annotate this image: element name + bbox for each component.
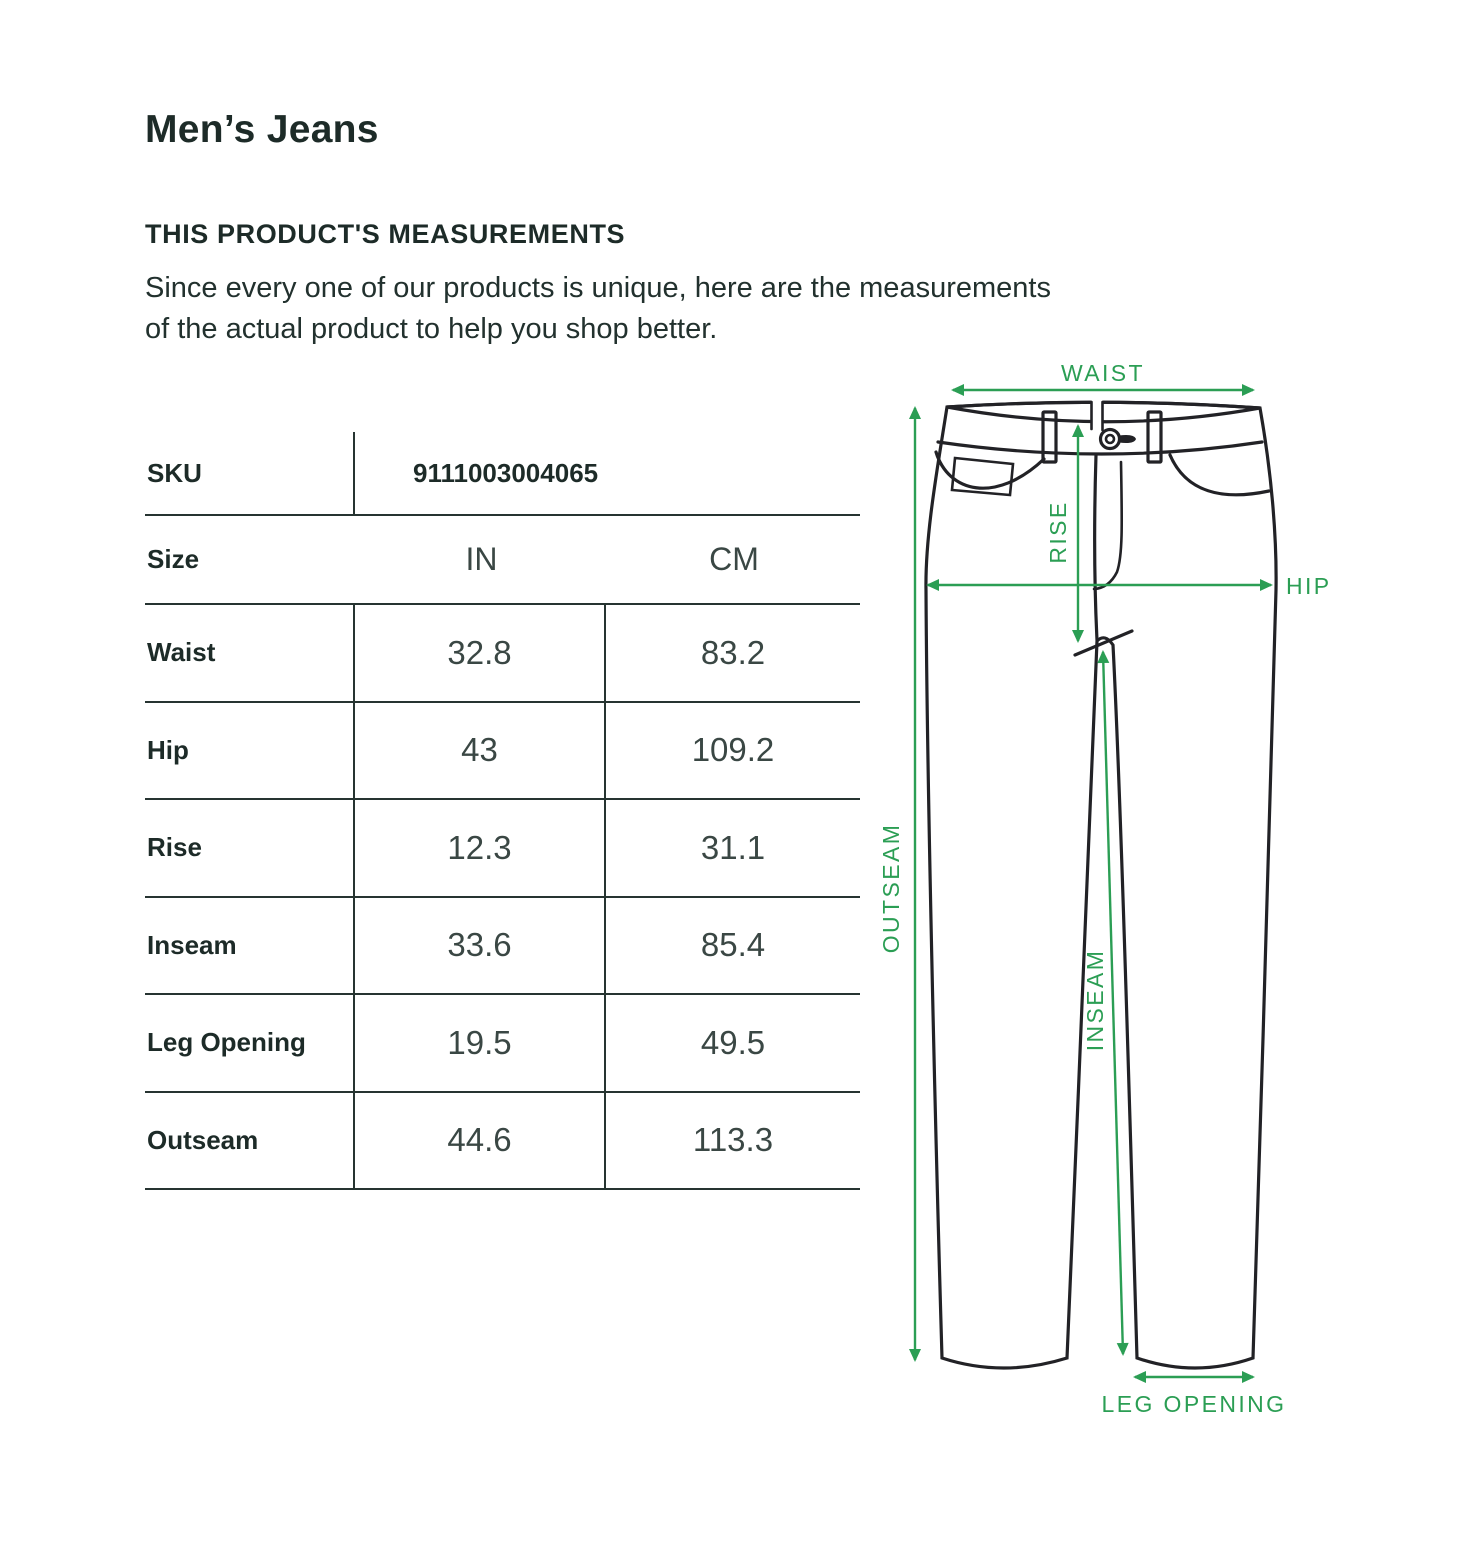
row-label: Rise [145,800,355,896]
unit-header-in: IN [465,541,498,577]
value-in: 12.3 [355,800,606,896]
jeans-body-outline [926,402,1276,1368]
row-label: Waist [145,605,355,701]
description-line-2: of the actual product to help you shop better. [145,313,718,345]
value-cm: 83.2 [700,633,766,671]
row-label: Outseam [145,1093,355,1189]
leg-opening-arrow-label: LEG OPENING [1101,1391,1287,1417]
waist-arrow-label: WAIST [1061,360,1145,386]
crotch-slash [1075,631,1132,655]
row-label: Leg Opening [145,995,355,1091]
fly-opening [1092,399,1103,430]
jeans-measurement-diagram [860,350,1459,1460]
table-row-rise [145,800,860,898]
section-heading: THIS PRODUCT'S MEASUREMENTS [145,219,626,249]
outseam-arrow-label: OUTSEAM [878,822,904,954]
row-label: Inseam [145,898,355,994]
row-label: Hip [145,703,355,799]
value-cm: 85.4 [700,926,766,964]
table-row-leg-opening [145,995,860,1093]
fly-center-line [1095,455,1097,640]
page-title: Men’s Jeans [145,108,379,151]
inseam-arrow-label: INSEAM [1082,948,1108,1052]
table-row-hip [145,703,860,801]
value-cm: 49.5 [700,1023,766,1061]
description-line-1: Since every one of our products is unique, here are the measurements [145,272,1051,304]
section-description [145,268,1285,350]
right-pocket-curve [1170,455,1269,495]
unit-header-cm: CM [709,541,759,577]
value-cm: 109.2 [691,731,775,769]
rise-arrow-label: RISE [1045,500,1071,564]
value-in: 33.6 [355,898,606,994]
table-row-outseam [145,1093,860,1191]
size-label: Size [147,544,200,574]
table-row-size-header [145,516,860,605]
jeans-button-center [1106,435,1114,443]
fly-j-stitch [1094,462,1122,589]
sku-value: 9111003004065 [413,457,599,488]
value-in: 32.8 [355,605,606,701]
measurements-table [145,432,860,1190]
sku-label: SKU [145,432,355,514]
table-row-inseam [145,898,860,996]
value-in: 43 [355,703,606,799]
table-row-sku [145,432,860,516]
jeans-button-tab [1119,435,1136,443]
value-cm: 31.1 [700,828,766,866]
table-row-waist [145,605,860,703]
hip-arrow-label: HIP [1286,573,1332,599]
value-in: 44.6 [355,1093,606,1189]
jeans-button [1101,430,1120,449]
value-in: 19.5 [355,995,606,1091]
value-cm: 113.3 [692,1121,774,1159]
